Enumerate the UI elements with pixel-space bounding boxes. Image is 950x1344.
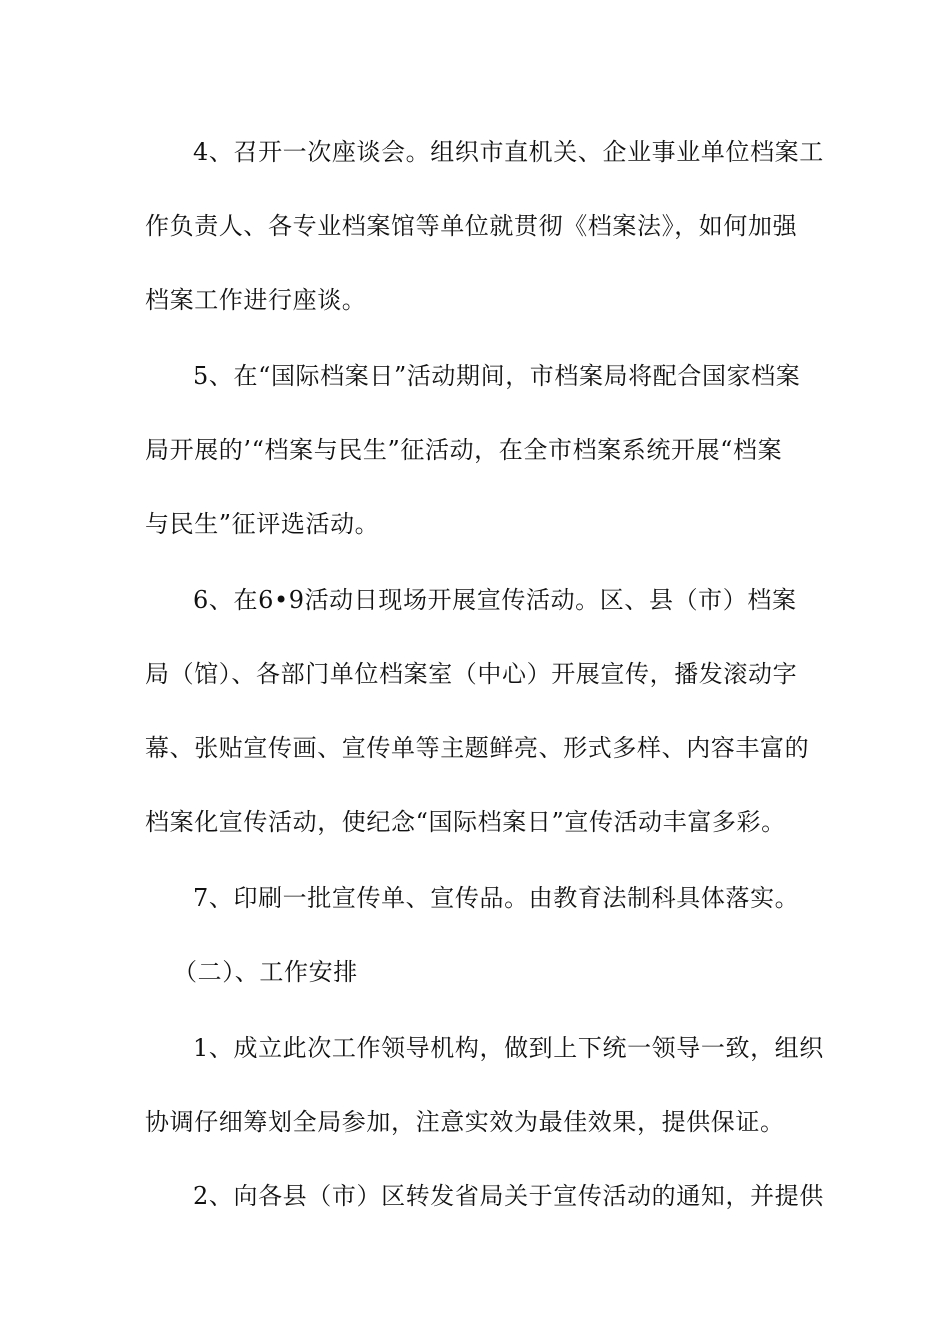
paragraph-6-line-2: 局（馆）、各部门单位档案室（中心）开展宣传，播发滚动字 — [145, 660, 798, 688]
paragraph-6-line-4: 档案化宣传活动，使纪念“国际档案日”宣传活动丰富多彩。 — [145, 808, 786, 836]
paragraph-6-line-1: 6、在6•9活动日现场开展宣传活动。区、县（市）档案 — [193, 586, 797, 614]
arrangement-2-line-1: 2、向各县（市）区转发省局关于宣传活动的通知，并提供 — [193, 1182, 824, 1210]
paragraph-5-line-1: 5、在“国际档案日”活动期间，市档案局将配合国家档案 — [193, 362, 801, 390]
paragraph-7-line-1: 7、印刷一批宣传单、宣传品。由教育法制科具体落实。 — [193, 884, 800, 912]
paragraph-4-line-1: 4、召开一次座谈会。组织市直机关、企业事业单位档案工 — [193, 138, 824, 166]
arrangement-1-line-2: 协调仔细筹划全局参加，注意实效为最佳效果，提供保证。 — [145, 1108, 785, 1136]
section-heading-work-arrangement: （二）、工作安排 — [173, 958, 358, 986]
paragraph-6-line-3: 幕、张贴宣传画、宣传单等主题鲜亮、形式多样、内容丰富的 — [145, 734, 810, 762]
paragraph-4-line-3: 档案工作进行座谈。 — [145, 286, 367, 314]
arrangement-1-line-1: 1、成立此次工作领导机构，做到上下统一领导一致，组织 — [193, 1034, 824, 1062]
paragraph-4-line-2: 作负责人、各专业档案馆等单位就贯彻《档案法》，如何加强 — [145, 212, 798, 240]
paragraph-5-line-2: 局开展的’“档案与民生”征活动，在全市档案系统开展“档案 — [145, 436, 783, 464]
paragraph-5-line-3: 与民生”征评选活动。 — [145, 510, 380, 538]
